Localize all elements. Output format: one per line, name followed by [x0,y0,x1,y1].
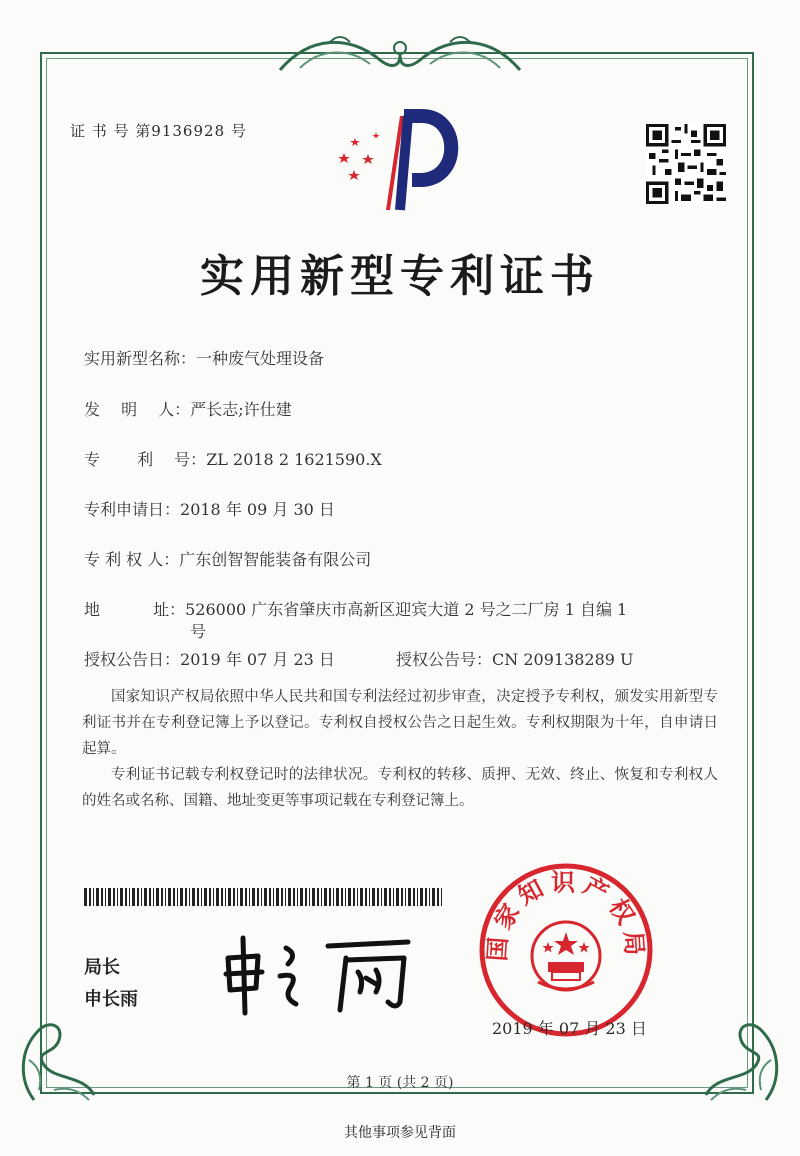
cnipa-logo-icon [330,108,470,218]
barcode-icon [84,888,444,906]
seal-date: 2019 年 07 月 23 日 [492,1019,647,1038]
page-indicator: 第 1 页 (共 2 页) [346,1075,454,1091]
field-grant-date [84,647,335,670]
field-label: 地 址： [84,600,186,619]
corner-ornament-right-icon [696,1000,786,1110]
field-value: ZL 2018 2 1621590.X [206,450,382,469]
field-grant-number [396,647,634,670]
corner-ornament-left-icon [14,1000,104,1110]
field-value: 2018 年 09 月 30 日 [180,500,335,519]
legal-status-paragraph: 专利证书记载专利权登记时的法律状况。专利权的转移、质押、无效、终止、恢复和专利权人的姓名或名称、国籍、地址变更等事项记载在专利登记簿上。 [82,767,718,809]
statement-paragraph: 国家知识产权局依照中华人民共和国专利法经过初步审查，决定授予专利权，颁发实用新型专利证书并在专利登记簿上予以登记。专利权自授权公告之日起生效。专利权期限为十年，自申请日起算。 [82,689,718,757]
field-label: 授权公告日： [84,650,181,669]
field-patentee [84,547,371,570]
signature-icon [218,928,418,1018]
national-emblem-icon [532,922,600,990]
field-label: 专 利 号： [84,450,207,469]
certificate-title: 实用新型专利证书 [200,251,600,302]
field-value: 526000 广东省肇庆市高新区迎宾大道 2 号之二厂房 1 自编 1 [185,600,628,619]
seal-text: 国家知识产权局 [483,868,649,963]
director-title: 局长 [84,957,120,978]
field-address-continued: 号 [190,622,207,641]
field-patent-number [84,447,382,470]
field-inventor [84,397,292,420]
qr-code-icon [646,124,726,204]
field-utility-model-name [84,346,324,369]
field-value: 一种废气处理设备 [196,349,325,368]
field-label: 专利申请日： [84,500,181,519]
field-label: 发 明 人： [84,400,191,419]
certificate-number: 证 书 号 第9136928 号 [70,122,247,140]
top-ornament-icon [270,30,530,80]
official-seal-icon [478,862,654,1038]
field-application-date [84,497,335,520]
field-address [84,597,627,620]
field-value: 广东创智智能装备有限公司 [179,550,372,569]
back-note: 其他事项参见背面 [344,1125,456,1141]
field-label: 授权公告号： [396,650,493,669]
field-label: 实用新型名称： [84,349,197,368]
director-name: 申长雨 [84,989,138,1010]
field-value: 2019 年 07 月 23 日 [180,650,335,669]
field-value: CN 209138289 U [492,650,634,669]
field-label: 专 利 权 人： [84,550,180,569]
field-value: 严长志;许仕建 [190,400,292,419]
